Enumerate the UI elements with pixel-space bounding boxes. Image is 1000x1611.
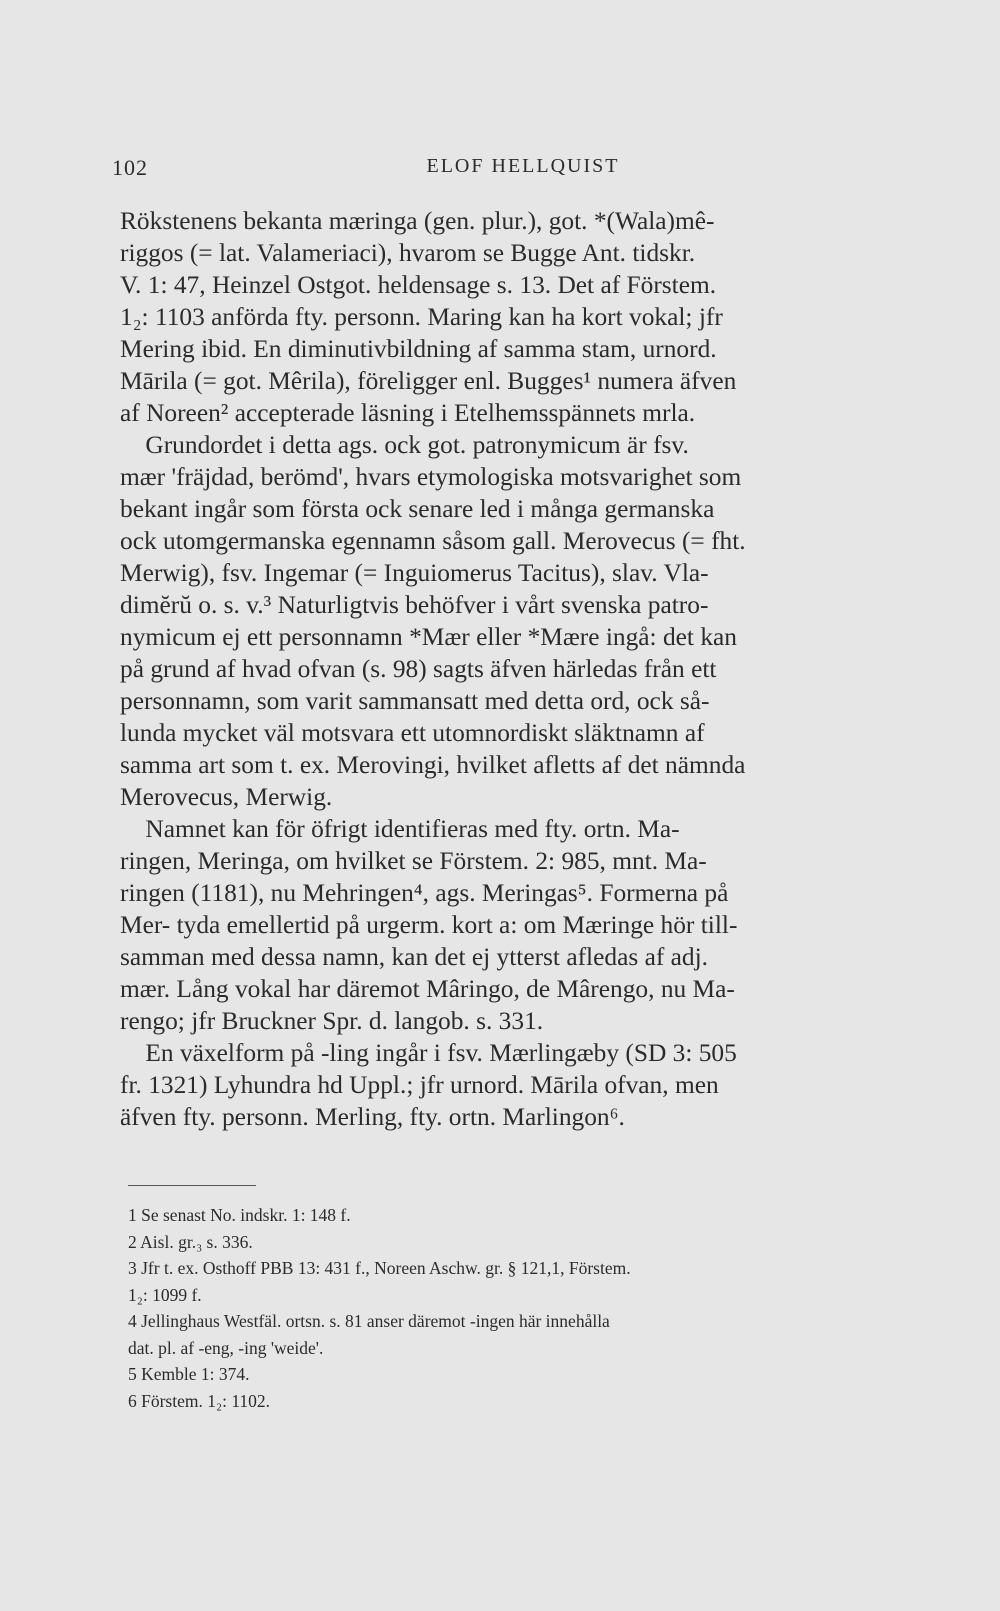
body-line: dimĕrŭ o. s. v.³ Naturligtvis behöfver i vårt svenska patro- <box>120 591 709 619</box>
body-line: Mer- tyda emellertid på urgerm. kort a: om Mæringe hör till- <box>120 911 738 939</box>
body-line: rengo; jfr Bruckner Spr. d. langob. s. 331. <box>120 1007 544 1035</box>
footnote-5: 5 Kemble 1: 374. <box>128 1364 250 1384</box>
body-line: af Noreen² accepterade läsning i Etelhemsspännets mrla. <box>120 399 696 427</box>
footnote-6: 6 Förstem. 1₂: 1102. <box>128 1390 271 1411</box>
body-line: V. 1: 47, Heinzel Ostgot. heldensage s. 13. Det af Förstem. <box>120 271 717 299</box>
body-line: mær 'fräjdad, berömd', hvars etymologiska motsvarighet som <box>120 463 742 491</box>
body-line: Merovecus, Merwig. <box>120 783 333 811</box>
footnote-divider <box>128 1185 256 1186</box>
body-line: ock utomgermanska egennamn såsom gall. Merovecus (= fht. <box>120 527 746 555</box>
body-line: Grundordet i detta ags. ock got. patronymicum är fsv. <box>120 431 689 459</box>
body-line: bekant ingår som första ock senare led i många germanska <box>120 495 715 523</box>
footnote-1: 1 Se senast No. indskr. 1: 148 f. <box>128 1205 351 1225</box>
body-line: på grund af hvad ofvan (s. 98) sagts äfven härledas från ett <box>120 655 717 683</box>
body-line: Mering ibid. En diminutivbildning af samma stam, urnord. <box>120 335 717 363</box>
body-line: fr. 1321) Lyhundra hd Uppl.; jfr urnord. Mārila ofvan, men <box>120 1071 719 1099</box>
footnote-4-continued: dat. pl. af -eng, -ing 'weide'. <box>128 1337 324 1358</box>
body-line: samma art som t. ex. Merovingi, hvilket afletts af det nämnda <box>120 751 746 779</box>
body-line: samman med dessa namn, kan det ej ytterst afledas af adj. <box>120 943 709 971</box>
body-line: äfven fty. personn. Merling, fty. ortn. Marlingon⁶. <box>120 1103 625 1131</box>
running-head <box>112 155 934 187</box>
body-line: Namnet kan för öfrigt identifieras med fty. ortn. Ma- <box>120 815 680 843</box>
body-line: personnamn, som varit sammansatt med detta ord, ock så- <box>120 687 710 715</box>
body-line: Merwig), fsv. Ingemar (= Inguiomerus Tacitus), slav. Vla- <box>120 559 709 587</box>
body-line: riggos (= lat. Valameriaci), hvarom se Bugge Ant. tidskr. <box>120 239 696 267</box>
footnote-2: 2 Aisl. gr.₃ s. 336. <box>128 1231 253 1252</box>
footnotes <box>128 1202 928 1414</box>
running-head-title: ELOF HELLQUIST <box>426 155 620 177</box>
body-line: Mārila (= got. Mêrila), föreligger enl. Bugges¹ numera äfven <box>120 367 737 395</box>
body-line: lunda mycket väl motsvara ett utomnordiskt släktnamn af <box>120 719 705 747</box>
body-line: En växelform på -ling ingår i fsv. Mærlingæby (SD 3: 505 <box>120 1039 737 1067</box>
footnote-4: 4 Jellinghaus Westfäl. ortsn. s. 81 anser däremot -ingen här innehålla <box>128 1311 610 1331</box>
body-line: Rökstenens bekanta mæringa (gen. plur.), got. *(Wala)mê- <box>120 207 715 235</box>
body-line: 1₂: 1103 anförda fty. personn. Maring kan ha kort vokal; jfr <box>120 303 723 331</box>
body-line: ringen (1181), nu Mehringen⁴, ags. Meringas⁵. Formerna på <box>120 879 729 907</box>
footnote-3-continued: 1₂: 1099 f. <box>128 1284 202 1305</box>
body-line: nymicum ej ett personnamn *Mær eller *Mære ingå: det kan <box>120 623 737 651</box>
body-line: mær. Lång vokal har däremot Mâringo, de Mârengo, nu Ma- <box>120 975 735 1003</box>
page-number: 102 <box>112 155 148 180</box>
footnote-3: 3 Jfr t. ex. Osthoff PBB 13: 431 f., Noreen Aschw. gr. § 121,1, Förstem. <box>128 1258 631 1278</box>
body-line: ringen, Meringa, om hvilket se Förstem. 2: 985, mnt. Ma- <box>120 847 707 875</box>
body-text <box>120 205 920 1133</box>
